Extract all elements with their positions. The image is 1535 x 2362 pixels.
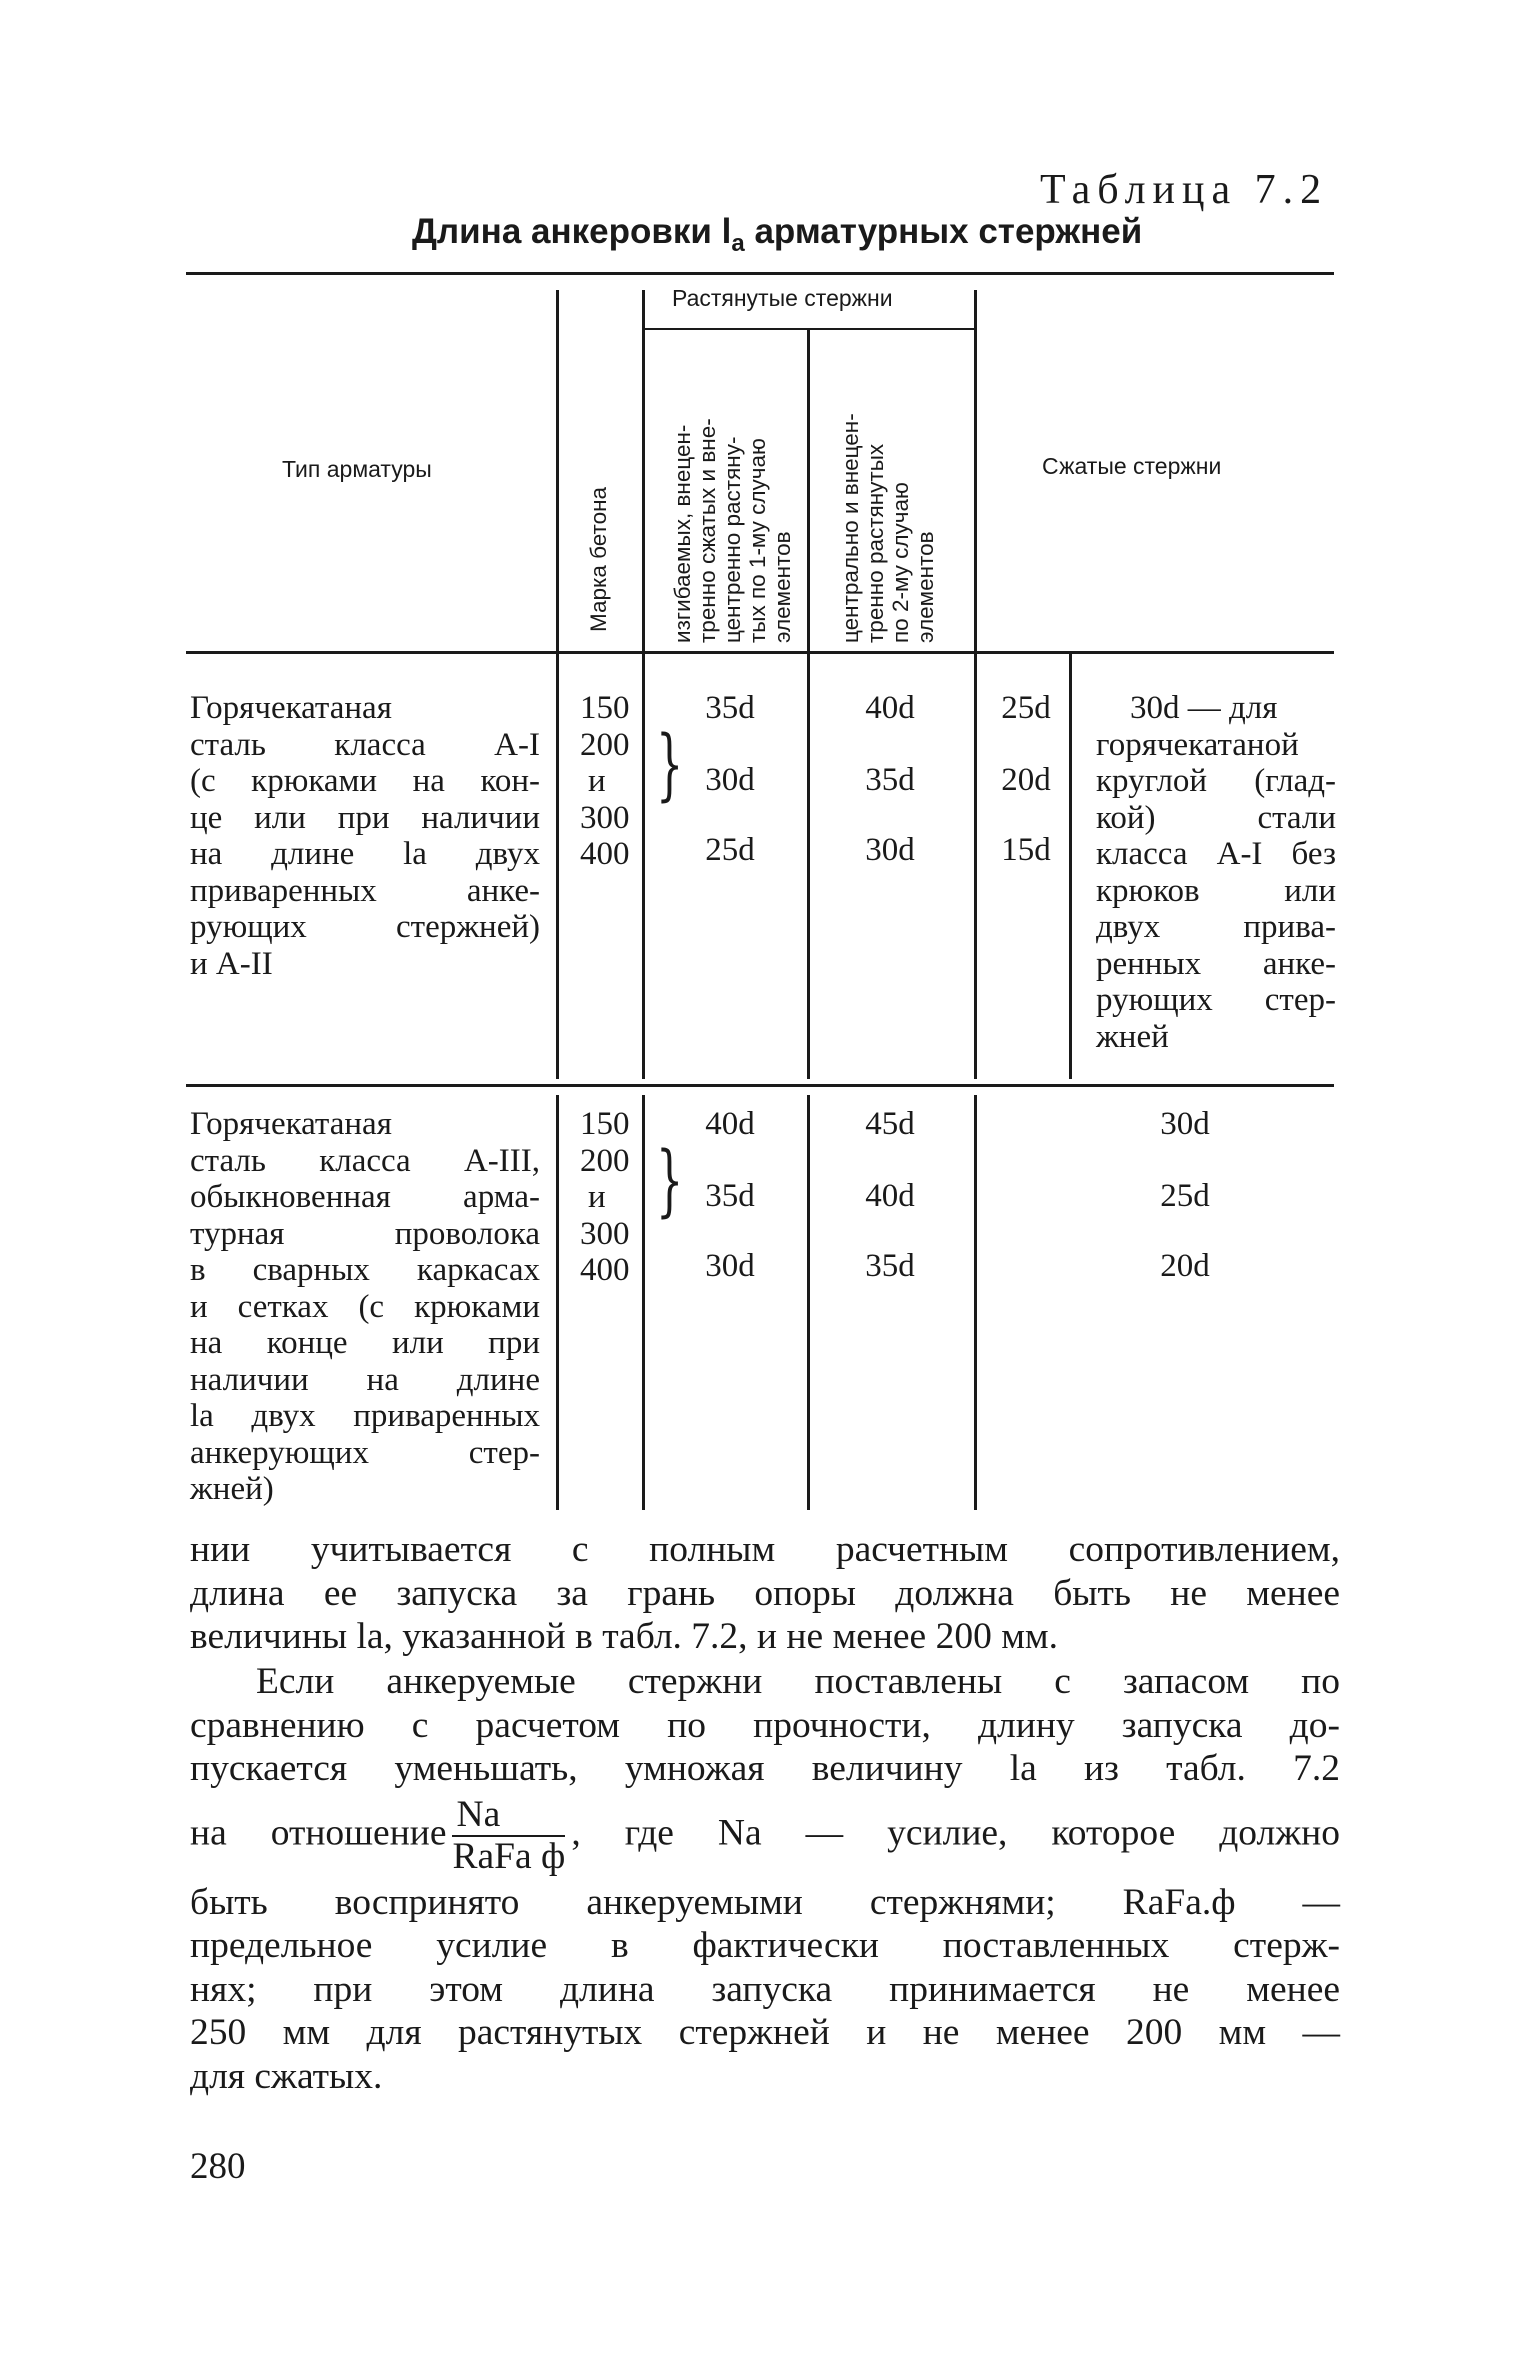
header-compressed: Сжатые стержни	[1042, 453, 1222, 479]
col-divider	[556, 1095, 559, 1510]
col-divider	[974, 1095, 977, 1510]
col-divider	[807, 330, 810, 651]
row2-case1-c: 30d	[705, 1248, 755, 1284]
table-number: Таблица 7.2	[1040, 167, 1329, 213]
row1-case2-a: 40d	[865, 690, 915, 726]
header-tensile: Растянутые стержни	[672, 285, 893, 311]
row1-case1-b: 30d	[705, 762, 755, 798]
row1-case2-c: 30d	[865, 832, 915, 868]
header-tensile-case2: центрально и внецен- тренно растянутых по 2-му случаю элементов	[838, 413, 938, 643]
header-concrete: Марка бетона	[586, 486, 611, 632]
col-divider	[974, 290, 977, 651]
col-divider	[642, 654, 645, 1079]
col-divider	[974, 654, 977, 1079]
row1-compressed-note: 30d — для горячекатаной круглой (глад- кой) стали класса А-I без крюков или двух прива- ренных анке- рующих стер- жней	[1096, 690, 1336, 1055]
col-divider	[642, 1095, 645, 1510]
col-divider	[1069, 654, 1072, 1079]
header-bottom-rule	[186, 651, 1334, 654]
row1-case1-c: 25d	[705, 832, 755, 868]
row1-brace: }	[656, 720, 684, 810]
page-number: 280	[190, 2146, 246, 2187]
row2-brace: }	[656, 1136, 684, 1226]
row1-grades: 150 200 и 300 400	[580, 690, 630, 872]
row1-case1-a: 35d	[705, 690, 755, 726]
row2-type: Горячекатаная сталь класса А-III, обыкновенная арма- турная проволока в сварных каркасах и сетках (с крюками на конце или при наличии на длине lа двух приваренных анкерующих стер- жней)	[190, 1106, 540, 1507]
header-type: Тип арматуры	[282, 456, 432, 482]
paragraph-2: Если анкеруемые стержни поставлены с запасом по сравнению с расчетом по прочности, длину запуска до- пускается уменьшать, умножая величину lа из табл. 7.2 на отношение $\frac{Nа}{\text{RаFа ф}}$ , где Nа — усилие, которое должно быть воспринято анкеруемыми стержнями; RаFа.ф — предельное усилие в фактически поставленных стерж- нях; при этом длина запуска принимается не менее 250 мм для растянутых стержней и не менее 200 мм — для сжатых.	[190, 1661, 1340, 2097]
header-tensile-case1: изгибаемых, внецен- тренно сжатых и вне- центренно растяну- тых по 1-му случаю элементов	[670, 418, 795, 643]
row2-case1-b: 35d	[705, 1178, 755, 1214]
ratio-fraction: $\frac{Nа}{\text{RаFа ф}}$	[452, 1793, 566, 1877]
row1-compressed-b: 20d	[1001, 762, 1051, 798]
table-title: Длина анкеровки $l_а$ арматурных стержней	[412, 212, 1143, 257]
row2-compressed-a: 30d	[1160, 1106, 1210, 1142]
row1-compressed-c: 15d	[1001, 832, 1051, 868]
row2-grades: 150 200 и 300 400	[580, 1106, 630, 1288]
table-top-rule	[186, 272, 1334, 275]
row2-case2-a: 45d	[865, 1106, 915, 1142]
row1-case2-b: 35d	[865, 762, 915, 798]
paragraph-1: нии учитывается с полным расчетным сопротивлением, длина ее запуска за грань опоры должна быть не менее величины lа, указанной в табл. 7.2, и не менее 200 мм.	[190, 1529, 1340, 1657]
row2-case2-c: 35d	[865, 1248, 915, 1284]
col-divider	[807, 654, 810, 1079]
row1-type: Горячекатаная сталь класса А-I (с крюками на кон- це или при наличии на длине lа двух приваренных анке- рующих стержней) и А-II	[190, 690, 540, 982]
row2-case2-b: 40d	[865, 1178, 915, 1214]
fraction-line: на отношение $\frac{Nа}{\text{RаFа ф}}$ , где Nа — усилие, которое должно	[190, 1793, 1340, 1877]
row2-case1-a: 40d	[705, 1106, 755, 1142]
row-separator-rule	[186, 1084, 1334, 1087]
row2-compressed-b: 25d	[1160, 1178, 1210, 1214]
col-divider	[807, 1095, 810, 1510]
row2-compressed-c: 20d	[1160, 1248, 1210, 1284]
col-divider	[556, 654, 559, 1079]
col-divider	[556, 290, 559, 651]
row1-compressed-a: 25d	[1001, 690, 1051, 726]
col-divider	[642, 290, 645, 651]
